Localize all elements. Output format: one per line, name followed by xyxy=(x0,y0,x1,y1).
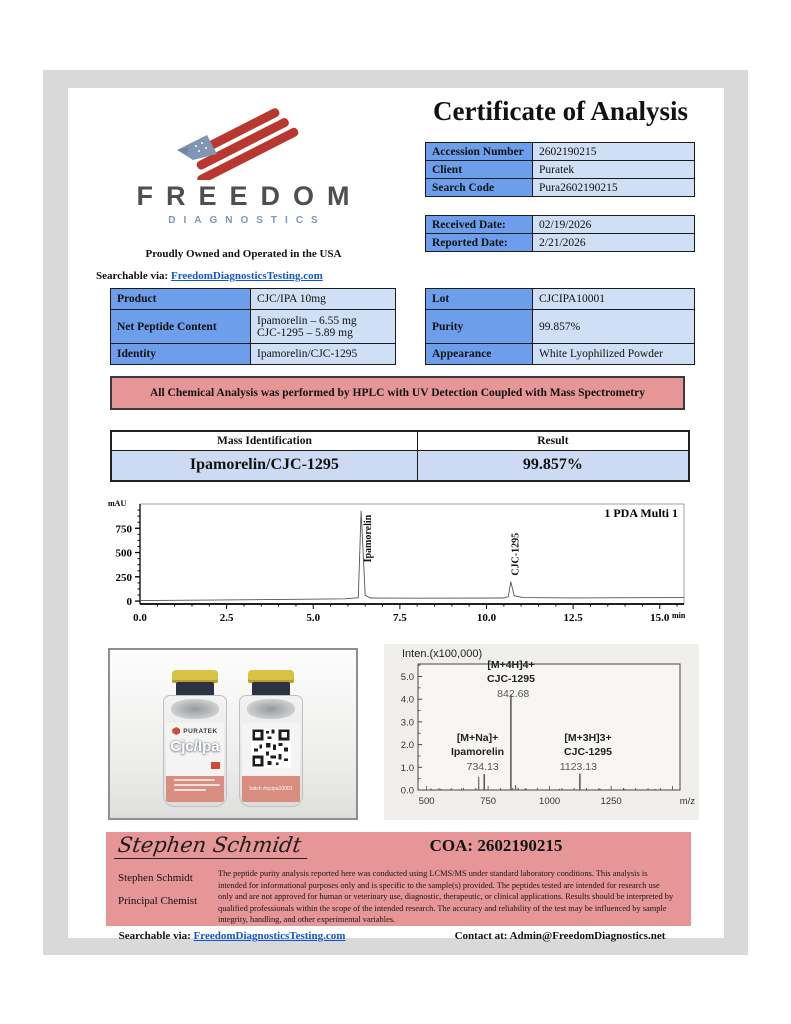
vial-label-front xyxy=(166,723,224,802)
svg-text:CJC-1295: CJC-1295 xyxy=(564,746,612,758)
brand-name: FREEDOM xyxy=(136,181,363,211)
signature-script: Stephen Schmidt xyxy=(114,833,311,859)
cell-label: Net Peptide Content xyxy=(111,310,251,344)
table-row xyxy=(426,344,695,365)
dates-table xyxy=(425,215,695,252)
cell-label: Client xyxy=(426,161,533,179)
table-row xyxy=(426,216,695,234)
cell-value xyxy=(251,310,396,344)
svg-text:1250: 1250 xyxy=(600,796,622,807)
vial-back xyxy=(239,670,303,807)
cell-value: White Lyophilized Powder xyxy=(533,344,695,365)
table-row xyxy=(111,344,396,365)
cell-label: Accession Number xyxy=(426,143,533,161)
table-row xyxy=(111,289,396,310)
svg-text:750: 750 xyxy=(115,523,132,536)
footer-searchable xyxy=(68,930,396,942)
svg-text:1 PDA Multi 1: 1 PDA Multi 1 xyxy=(604,506,678,520)
table-row xyxy=(426,289,695,310)
signature-block xyxy=(106,832,691,926)
cell-value: 99.857% xyxy=(533,310,695,344)
peptide-line-2: CJC-1295 – 5.89 mg xyxy=(257,326,353,339)
eagle-flag-icon xyxy=(163,98,323,180)
cell-label: Identity xyxy=(111,344,251,365)
table-header-row xyxy=(111,431,689,450)
table-row xyxy=(426,310,695,344)
cell-label: Purity xyxy=(426,310,533,344)
svg-text:2.0: 2.0 xyxy=(400,740,414,752)
searchable-line xyxy=(96,270,323,282)
vial-batch-text: batch #cjcipa10001 xyxy=(249,786,293,792)
accession-table xyxy=(425,142,695,197)
product-vials-photo xyxy=(108,648,358,820)
svg-text:m/z: m/z xyxy=(679,796,695,807)
svg-text:12.5: 12.5 xyxy=(563,612,583,624)
brand-subtitle: DIAGNOSTICS xyxy=(168,215,326,226)
svg-text:CJC-1295: CJC-1295 xyxy=(487,673,535,685)
vial-front xyxy=(163,670,227,807)
svg-text:500: 500 xyxy=(418,796,435,807)
analysis-method-banner: All Chemical Analysis was performed by HPLC with UV Detection Coupled with Mass Spectrometry xyxy=(110,376,685,410)
searchable-label: Searchable via: xyxy=(96,270,169,282)
svg-text:15.0: 15.0 xyxy=(650,612,670,624)
svg-text:0: 0 xyxy=(126,596,132,609)
cell-value: Puratek xyxy=(533,161,695,179)
svg-text:500: 500 xyxy=(115,547,132,560)
freedom-diagnostics-logo xyxy=(108,98,378,226)
cell-value: Pura2602190215 xyxy=(533,179,695,197)
svg-text:[M+Na]+: [M+Na]+ xyxy=(456,732,499,744)
cell-value: 2/21/2026 xyxy=(533,234,695,252)
document-frame xyxy=(43,70,748,955)
vial-glass xyxy=(171,699,219,719)
cell-label: Product xyxy=(111,289,251,310)
svg-text:4.0: 4.0 xyxy=(400,694,414,706)
certificate-page xyxy=(68,88,724,942)
page-title: Certificate of Analysis xyxy=(433,96,688,126)
peptide-line-1: Ipamorelin – 6.55 mg xyxy=(257,314,357,327)
cell-label: Appearance xyxy=(426,344,533,365)
svg-text:Inten.(x100,000): Inten.(x100,000) xyxy=(402,648,483,660)
svg-text:[M+3H]3+: [M+3H]3+ xyxy=(564,732,612,744)
cell-value: Ipamorelin/CJC-1295 xyxy=(251,344,396,365)
chemist-name: Stephen Schmidt xyxy=(118,872,193,884)
table-row xyxy=(426,234,695,252)
svg-text:1000: 1000 xyxy=(539,796,561,807)
tagline: Proudly Owned and Operated in the USA xyxy=(145,248,342,260)
product-table xyxy=(110,288,396,365)
vial-brand-text: PURATEK xyxy=(183,727,218,735)
svg-text:10.0: 10.0 xyxy=(476,612,497,624)
result-value: 99.857% xyxy=(417,450,689,481)
cell-label: Reported Date: xyxy=(426,234,533,252)
hplc-chromatogram xyxy=(100,492,700,634)
svg-text:Ipamorelin: Ipamorelin xyxy=(363,514,375,563)
svg-text:Ipamorelin: Ipamorelin xyxy=(450,746,505,758)
svg-text:0.0: 0.0 xyxy=(133,612,147,624)
puratek-logo-icon xyxy=(172,727,180,735)
footer-contact: Contact at: Admin@FreedomDiagnostics.net xyxy=(454,930,666,942)
table-row xyxy=(426,161,695,179)
lot-table xyxy=(425,288,695,365)
svg-text:[M+4H]4+: [M+4H]4+ xyxy=(487,659,535,671)
svg-text:5.0: 5.0 xyxy=(400,671,414,683)
table-row xyxy=(426,179,695,197)
vial-body xyxy=(239,695,303,807)
cell-label: Lot xyxy=(426,289,533,310)
vial-glass xyxy=(247,699,295,719)
table-row xyxy=(111,310,396,344)
searchable-link[interactable]: FreedomDiagnosticsTesting.com xyxy=(170,270,323,282)
cell-label: Search Code xyxy=(426,179,533,197)
red-tag-icon xyxy=(211,762,220,769)
svg-text:750: 750 xyxy=(480,796,497,807)
mass-spectrum xyxy=(384,644,699,820)
footer-searchable-label: Searchable via: xyxy=(118,930,191,942)
svg-text:250: 250 xyxy=(115,571,132,584)
mass-identification-table xyxy=(110,430,690,482)
svg-text:2.5: 2.5 xyxy=(219,612,234,624)
svg-text:mAU: mAU xyxy=(108,499,127,508)
cell-value: 02/19/2026 xyxy=(533,216,695,234)
chemist-role: Principal Chemist xyxy=(118,895,198,907)
svg-text:1.0: 1.0 xyxy=(400,762,414,774)
svg-text:3.0: 3.0 xyxy=(400,717,414,729)
svg-text:CJC-1295: CJC-1295 xyxy=(510,532,522,576)
svg-text:734.13: 734.13 xyxy=(466,761,499,773)
vial-product-name: Cjc/Ipa xyxy=(170,738,220,755)
footer-searchable-link[interactable]: FreedomDiagnosticsTesting.com xyxy=(193,930,346,942)
mass-id-value: Ipamorelin/CJC-1295 xyxy=(111,450,417,481)
svg-text:842.68: 842.68 xyxy=(497,688,530,700)
vial-label-strip xyxy=(166,776,224,802)
cell-value: 2602190215 xyxy=(533,143,695,161)
result-header: Result xyxy=(417,431,689,450)
coa-number: COA: 2602190215 xyxy=(429,836,563,855)
mass-id-header: Mass Identification xyxy=(111,431,417,450)
qr-code-icon xyxy=(251,728,291,768)
svg-text:7.5: 7.5 xyxy=(392,612,407,624)
cell-value: CJC/IPA 10mg xyxy=(251,289,396,310)
cell-label: Received Date: xyxy=(426,216,533,234)
svg-text:5.0: 5.0 xyxy=(306,612,321,624)
svg-text:0.0: 0.0 xyxy=(400,785,414,797)
table-row xyxy=(426,143,695,161)
footer xyxy=(68,930,724,942)
vial-label-back xyxy=(242,723,300,802)
cell-value: CJCIPA10001 xyxy=(533,289,695,310)
vial-body xyxy=(163,695,227,807)
svg-text:1123.13: 1123.13 xyxy=(559,761,597,773)
table-row xyxy=(111,450,689,481)
vial-label-strip xyxy=(242,776,300,802)
svg-text:min: min xyxy=(672,611,686,620)
disclaimer-text: The peptide purity analysis reported here was conducted using LCMS/MS under standard laboratory conditions. This analysis is intended for informational purposes only and is specific to the sample(s) provided. The peptides tested are intended for research use only and are not approved for human or veterinary use, diagnostic, therapeutic, or clinical applications. Results should be interpreted by qualified professionals within the scope of the intended research. The accuracy and reliability of the test may be influenced by sample integrity, handling, and other experimental variables. xyxy=(218,869,674,925)
